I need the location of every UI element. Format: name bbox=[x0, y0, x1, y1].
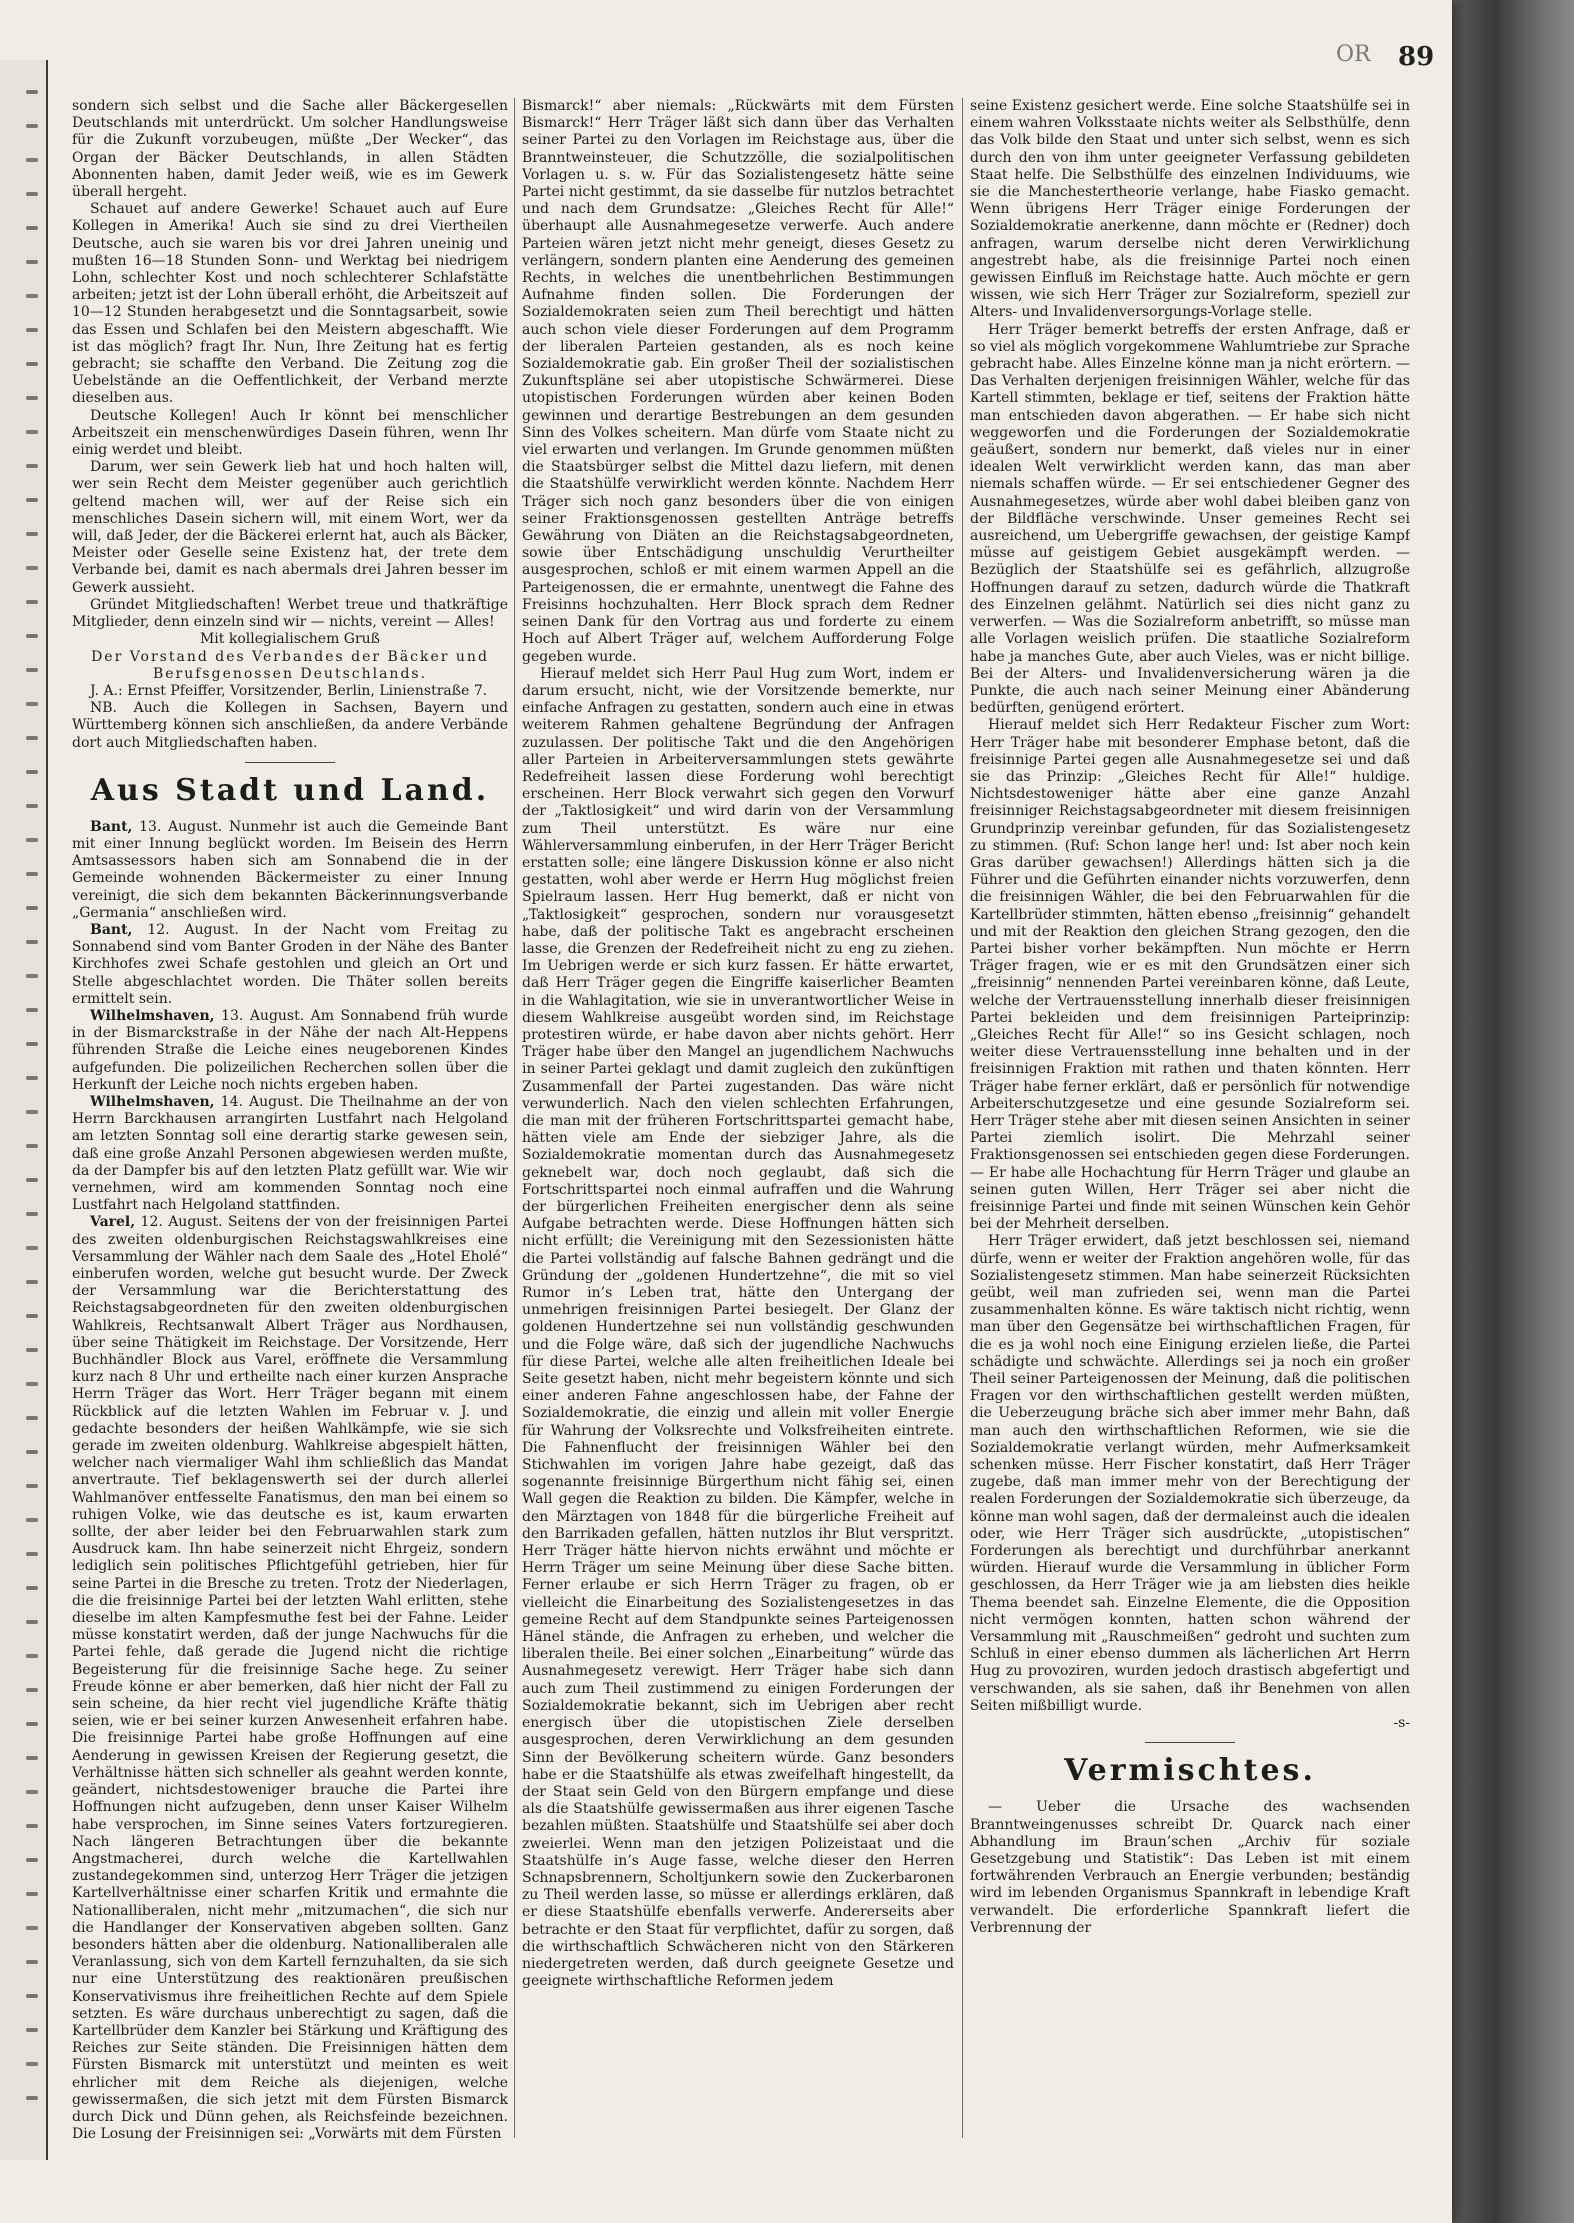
edge-mark bbox=[26, 1586, 38, 1590]
news-text: 13. August. Am Sonnabend früh wurde in der Bismarckstraße in der Nähe der nach Alt-Heppens führenden Straße die Leiche eines neugeborenen Kindes aufgefunden. Die polizeilichen Recherchen sollen über die Herkunft der Leiche noch nichts ergeben haben. bbox=[72, 1007, 508, 1093]
news-item bbox=[72, 922, 508, 1008]
paragraph: Deutsche Kollegen! Auch Ir könnt bei menschlicher Arbeitszeit ein menschenwürdiges Dasein führen, wenn Ihr einig werdet und bleibt. bbox=[72, 407, 508, 459]
edge-mark bbox=[26, 2028, 38, 2032]
paragraph: Hierauf meldet sich Herr Paul Hug zum Wort, indem er darum ersucht, nicht, wie der Vorsitzende bemerkte, nur einfache Anfragen zu gestatten, sondern auch eine in etwas weiterem Rahmen gehaltene Begründung der Anfragen zuzulassen. Der politische Takt und die den Angehörigen aller Parteien in Arbeiterversammlungen stets gewährte Redefreiheit lassen diese Forderung wohl berechtigt erscheinen. Herr Block verwahrt sich gegen den Vorwurf der „Taktlosigkeit“ und wird darin von der Versammlung zum Theil unterstützt. Es wäre nur eine Wählerversammlung einberufen, in der Herr Träger Bericht erstatten solle; eine längere Diskussion könne er also nicht gestatten, wohl aber werde er Herrn Hug möglichst freien Spielraum lassen. Herr Hug bemerkt, daß er nicht von „Taktlosigkeit“ gesprochen, sondern nur vorausgesetzt habe, daß der politische Takt es angebracht erscheinen lasse, die Grenzen der Redefreiheit nicht zu eng zu ziehen. Im Uebrigen werde er sich kurz fassen. Er hätte erwartet, daß Herr Träger gegen die Eingriffe kaiserlicher Beamten in die Wahlagitation, wie sie in unverantwortlicher Weise in diesem Wahlkreise ausgeübt worden sind, im Reichstage protestiren würde, er habe davon aber nichts gehört. Herr Träger habe über den Mangel an jugendlichem Nachwuchs in seiner Partei geklagt und damit zugleich den zukünftigen Zusammenfall der Partei zugestanden. Das wäre nicht verwunderlich. Nach den vielen schlechten Erfahrungen, die man mit der früheren Fortschrittspartei gemacht habe, hätten viele am Ende der siebziger Jahre, als die Sozialdemokratie momentan durch das Ausnahmegesetz geknebelt war, doch noch geglaubt, daß sich die Fortschrittspartei noch einmal aufraffen und die Wahrung der bürgerlichen Freiheiten energischer denn als seine Aufgabe betrachten werde. Diese Hoffnungen hätten sich nicht erfüllt; die Vereinigung mit den Sezessionisten hätte die Partei vollständig auf falsche Bahnen gedrängt und die Gründung der „goldenen Hundertzehne“, die mit so viel Rumor in’s Leben trat, hätte den Untergang der unmehrigen freisinnigen Partei besiegelt. Der Glanz der goldenen Hundertzehne sei nun vollständig geschwunden und die Folge wäre, daß sich der jugendliche Nachwuchs für diese Partei, welche alle alten freiheitlichen Ideale bei Seite gesetzt haben, nicht mehr begeistern könnte und sich einer anderen Fahne angeschlossen habe, der Fahne der Sozialdemokratie, die einzig und allein mit voller Energie für Wahrung der Volksrechte und Volksfreiheiten eintrete. Die Fahnenflucht der freisinnigen Wähler bei den Stichwahlen im vorigen Jahre habe gezeigt, daß das sogenannte freisinnige Bürgerthum nicht fähig sei, einen Wall gegen die Reaktion zu bilden. Die Kämpfer, welche in den Märztagen von 1848 für die bürgerliche Freiheit auf den Barrikaden gefallen, hätten nutzlos ihr Blut verspritzt. Herr Träger hätte hiervon nichts erwähnt und möchte er Herrn Träger um seine Meinung über diese Sache bitten. Ferner erlaube er sich Herrn Träger zu fragen, ob er vielleicht die Einarbeitung des Sozialistengesetzes in das gemeine Recht auf dem Standpunkte seines Parteigenossen Hänel stände, die Anfragen zu erheben, und welcher die liberalen theile. Bei einer solchen „Einarbeitung“ würde das Ausnahmegesetz verewigt. Herr Träger habe sich dann auch zum Theil zustimmend zu einigen Forderungen der Sozialdemokratie bekannt, sich im Uebrigen aber recht energisch über die utopistischen Ziele derselben ausgesprochen, deren Verwirklichung an dem gesunden Sinn der Bevölkerung scheitern würde. Ganz besonders habe er die Staatshülfe als etwas zweifelhaft hingestellt, da der Staat sein Geld von den Bürgern empfange und diese als die Staatshülfe gewissermaßen aus ihrer eigenen Tasche bezahlen müßten. Staatshülfe und Staatshülfe sei aber doch zweierlei. Wenn man den jetzigen Polizeistaat und die Staatshülfe in’s Auge fasse, welche dieser den Herren Schnapsbrennern, Scholtjunkern sowie den Zuckerbaronen zu Theil werden lasse, so müsse er allerdings erklären, daß er diese Staatshülfe ebenfalls verwerfe. Andererseits aber betrachte er den Staat für verpflichtet, dafür zu sorgen, daß die wirthschaftlich Schwächeren nicht von den Stärkeren niedergetreten werden, daß durch geeignete Gesetze und geeignete wirthschaftliche Reformen jedem bbox=[522, 665, 954, 1990]
news-place: Varel, bbox=[90, 1214, 136, 1231]
news-text: 12. August. In der Nacht vom Freitag zu Sonnabend sind vom Banter Groden in der Nähe des Banter Kirchhofes zwei Schafe gestohlen und gleich an Ort und Stelle abgeschlachtet worden. Die Thäter sollen bereits ermittelt sein. bbox=[72, 921, 508, 1007]
news-place: Wilhelmshaven, bbox=[90, 1093, 215, 1110]
edge-mark bbox=[26, 1756, 38, 1760]
divider bbox=[245, 762, 335, 763]
edge-mark bbox=[26, 464, 38, 468]
edge-mark bbox=[26, 1110, 38, 1114]
edge-mark bbox=[26, 90, 38, 94]
news-item bbox=[72, 1008, 508, 1094]
edge-mark bbox=[26, 1450, 38, 1454]
edge-mark bbox=[26, 634, 38, 638]
edge-mark bbox=[26, 1926, 38, 1930]
edge-mark bbox=[26, 430, 38, 434]
edge-mark bbox=[26, 328, 38, 332]
edge-mark bbox=[26, 1144, 38, 1148]
edge-mark bbox=[26, 1790, 38, 1794]
edge-mark bbox=[26, 1348, 38, 1352]
column-2 bbox=[522, 98, 954, 2148]
paragraph: — Ueber die Ursache des wachsenden Branntweingenusses schreibt Dr. Quarck nach einer Abhandlung im Braun’schen „Archiv für soziale Gesetzgebung und Statistik“: Das Leben ist mit einem fortwährenden Verbrauch an Energie verbunden; beständig wird im lebenden Organismus Spannkraft in lebendige Kraft verwandelt. Die erforderliche Spannkraft liefert die Verbrennung der bbox=[970, 1799, 1410, 1936]
edge-mark bbox=[26, 1178, 38, 1182]
divider bbox=[1145, 1742, 1235, 1743]
edge-mark bbox=[26, 566, 38, 570]
edge-mark bbox=[26, 498, 38, 502]
paragraph: Gründet Mitgliedschaften! Werbet treue und thatkräftige Mitglieder, denn einzeln sind wir — nichts, vereint — Alles! bbox=[72, 596, 508, 631]
edge-mark bbox=[26, 804, 38, 808]
edge-mark bbox=[26, 2062, 38, 2066]
left-page-edge bbox=[0, 60, 48, 2160]
edge-mark bbox=[26, 1246, 38, 1250]
news-place: Wilhelmshaven, bbox=[90, 1007, 215, 1024]
edge-mark bbox=[26, 940, 38, 944]
edge-mark bbox=[26, 906, 38, 910]
paragraph: Herr Träger bemerkt betreffs der ersten Anfrage, daß er so viel als möglich vorgekommene Wahlumtriebe zur Sprache gebracht habe. Alles Einzelne könne man ja nicht erörtern. — Das Verhalten derjenigen freisinnigen Wähler, welche für das Kartell stimmten, beklage er tief, seitens der Fraktion hätte man entschieden davon abgerathen. — Er habe sich nicht weggeworfen und die Forderungen der Sozialdemokratie geäußert, sondern nur bemerkt, daß vieles nur in einer idealen Welt verwirklicht werden kann, das man aber niemals schaffen würde. — Er sei entschiedener Gegner des Ausnahmegesetzes, würde aber wohl dabei bleiben ganz von der Bildfläche verschwinde. Unser gemeines Recht sei ausreichend, um Uebergriffe gewachsen, der geistige Kampf müsse auf geistigem Gebiet ausgekämpft werden. — Bezüglich der Staatshülfe sei es gefährlich, allzugroße Hoffnungen darauf zu setzen, dadurch würde die Thatkraft des Einzelnen gelähmt. Natürlich sei dies nicht ganz zu verwerfen. — Was die Sozialreform anbetrifft, so müsse man alle Vorlagen weislich prüfen. Die staatliche Sozialreform habe ja manches Gute, aber auch Vieles, was er nicht billige. Bei der Alters- und Invalidenversicherung wären ja die Punkte, die auch nach seiner Meinung einer Abänderung bedürften, genügend erörtert. bbox=[970, 321, 1410, 717]
edge-mark bbox=[26, 158, 38, 162]
edge-mark bbox=[26, 2096, 38, 2100]
edge-mark bbox=[26, 600, 38, 604]
section-title-aus-stadt-und-land: Aus Stadt und Land. bbox=[90, 772, 490, 808]
edge-mark bbox=[26, 668, 38, 672]
edge-mark bbox=[26, 1688, 38, 1692]
edge-mark bbox=[26, 1076, 38, 1080]
edge-mark bbox=[26, 1280, 38, 1284]
column-divider bbox=[514, 98, 515, 2138]
edge-mark bbox=[26, 1824, 38, 1828]
note: NB. Auch die Kollegen in Sachsen, Bayern und Württemberg können sich anschließen, da andere Verbände dort auch Mitgliedschaften haben. bbox=[72, 700, 508, 751]
edge-mark bbox=[26, 1858, 38, 1862]
news-item bbox=[72, 1094, 508, 1214]
page-number: 89 bbox=[1398, 42, 1435, 72]
edge-mark bbox=[26, 1212, 38, 1216]
edge-mark bbox=[26, 872, 38, 876]
column-divider bbox=[962, 98, 963, 2138]
edge-mark bbox=[26, 294, 38, 298]
edge-mark bbox=[26, 736, 38, 740]
news-text: 13. August. Nunmehr ist auch die Gemeinde Bant mit einer Innung beglückt worden. Im Beisein des Herrn Amtsassessors haben sich am Sonnabend die in der Gemeinde wohnenden Bäckermeister zu einer Innung vereinigt, die sich dem bekannten Bäckerinnungsverbande „Germania“ anschließen wird. bbox=[72, 818, 508, 921]
paragraph: Darum, wer sein Gewerk lieb hat und hoch halten will, wer sein Recht dem Meister gegenüber auch gerichtlich geltend machen will, wer auf der Reise sich ein menschliches Dasein sichern will, mit einem Wort, wer da will, daß Jeder, der die Bäckerei erlernt hat, auch als Bäcker, Meister oder Geselle seine Existenz hat, der trete dem Verbande bei, damit es nach abermals drei Jahren besser im Gewerk aussieht. bbox=[72, 459, 508, 596]
paragraph: sondern sich selbst und die Sache aller Bäckergesellen Deutschlands mit unterdrückt. Um solcher Handlungsweise für die Zukunft vorzubeugen, müßte „Der Wecker“, das Organ der Bäcker Deutschlands, in allen Städten Abonnenten haben, damit Jeder weiß, wie es im Gewerk überall hergeht. bbox=[72, 98, 508, 201]
edge-mark bbox=[26, 1960, 38, 1964]
edge-mark bbox=[26, 1620, 38, 1624]
edge-mark bbox=[26, 838, 38, 842]
paragraph: Schauet auf andere Gewerke! Schauet auch auf Eure Kollegen in Amerika! Auch sie sind zu drei Viertheilen Deutsche, auch sie waren bis vor drei Jahren uneinig und mußten 16—18 Stunden Sonn- und Werktag bei niedrigem Lohn, schlechter Kost und noch schlechterer Schlafstätte arbeiten; jetzt ist der Lohn überall erhöht, die Arbeitszeit auf 10—12 Stunden herabgesetzt und die Sonntagsarbeit, sowie das Essen und Schlafen bei den Meistern abgeschafft. Wie ist das möglich? fragt Ihr. Nun, Ihre Zeitung hat es fertig gebracht; sie schaffte den Verband. Die Zeitung zog die Uebelstände an die Oeffentlichkeit, der Verband merzte dieselben aus. bbox=[72, 201, 508, 407]
edge-mark bbox=[26, 124, 38, 128]
board-signature: Der Vorstand des Verbandes der Bäcker und Berufsgenossen Deutschlands. bbox=[91, 648, 489, 682]
edge-mark bbox=[26, 260, 38, 264]
paragraph: Bismarck!“ aber niemals: „Rückwärts mit dem Fürsten Bismarck!“ Herr Träger läßt sich dann über das Verhalten seiner Partei zu den Vorlagen im Reichstage aus, über die Branntweinsteuer, die Schutzzölle, die sozialpolitischen Vorlagen u. s. w. Für das Sozialistengesetz hätte seine Partei nicht gestimmt, da sie dasselbe für nutzlos betrachtet und nach dem Grundsatze: „Gleiches Recht für Alle!“ überhaupt alle Ausnahmegesetze verwerfe. Auch andere Parteien wären jetzt nicht mehr geneigt, dieses Gesetz zu verlängern, sondern planten eine Aenderung des gemeinen Rechts, in welches die unentbehrlichen Bestimmungen Aufnahme finden sollen. Die Forderungen der Sozialdemokraten seien zum Theil berechtigt und hätten auch schon viele dieser Forderungen auf dem Programm der liberalen Parteien gestanden, als es noch keine Sozialdemokratie gab. Ein großer Theil der sozialistischen Zukunftspläne sei aber utopistische Schwärmerei. Diese utopistischen Forderungen würden aber keinen Boden gewinnen und derartige Bestrebungen an dem gesunden Sinn des Volkes scheitern. Man dürfe vom Staate nicht zu viel erwarten und verlangen. Im Grunde genommen müßten die Staatsbürger selbst die Mittel dazu liefern, mit denen die Staatshülfe verwirklicht werden könnte. Nachdem Herr Träger sich noch ganz besonders über die von einigen seiner Fraktionsgenossen gestellten Anträge betreffs Gewährung von Diäten an die Reichstagsabgeordneten, sowie über Entschädigung unschuldig Verurtheilter ausgesprochen, schloß er mit einem warmen Appell an die Parteigenossen, die er ermahnte, unentwegt die Fahne des Freisinns hochzuhalten. Herr Block sprach dem Redner seinen Dank für den Vortrag aus und forderte zu einem Hoch auf Albert Träger auf, welchem Aufforderung Folge gegeben wurde. bbox=[522, 98, 954, 665]
edge-mark bbox=[26, 532, 38, 536]
edge-mark bbox=[26, 1654, 38, 1658]
edge-mark bbox=[26, 192, 38, 196]
news-text: 12. August. Seitens der von der freisinnigen Partei des zweiten oldenburgischen Reichstagswahlkreises eine Versammlung der Wähler nach dem Saale des „Hotel Eholé“ einberufen worden, welche gut besucht wurde. Der Zweck der Versammlung war die Berichterstattung des Reichstagsabgeordneten für den zweiten oldenburgischen Wahlkreis, Rechtsanwalt Albert Träger aus Nordhausen, über seine Thätigkeit im Reichstage. Der Vorsitzende, Herr Buchhändler Block aus Varel, eröffnete die Versammlung kurz nach 8 Uhr und ertheilte nach einer kurzen Ansprache Herrn Träger das Wort. Herr Träger begann mit einem Rückblick auf die letzten Wahlen im Februar v. J. und gedachte besonders der heißen Wahlkämpfe, wie sie sich gerade im zweiten oldenburg. Wahlkreise abgespielt hätten, welcher nach viermaliger Wahl ihm schließlich das Mandat anvertraute. Tief beklagenswerth sei der durch allerlei Wahlmanöver entfesselte Fanatismus, den man bei einem so ruhigen Volke, wie das deutsche es ist, kaum erwarten sollte, der aber leider bei den Februarwahlen stark zum Ausdruck kam. Ihn habe seinerzeit nicht Ehrgeiz, sondern lediglich sein politisches Pflichtgefühl getrieben, hier für seine Partei in die Bresche zu treten. Trotz der Niederlagen, die die freisinnige Partei bei der letzten Wahl erlitten, stehe dieselbe im alten Kampfesmuthe fest bei der Fahne. Leider müsse konstatirt werden, daß der junge Nachwuchs für die Partei fehle, daß gerade die Jugend nicht die richtige Begeisterung für die freisinnige Sache hege. Zu seiner Freude könne er aber bemerken, daß hier nicht der Fall zu sein scheine, da hier recht viel jugendliche Kräfte thätig seien, wie er bei seiner kurzen Anwesenheit erfahren habe. Die freisinnige Partei habe große Hoffnungen auf eine Aenderung in gewissen Kreisen der Regierung gesetzt, die Verhältnisse hätten sich schneller als geahnt werden konnte, geändert, nichtsdestoweniger brauche die Partei ihre Hoffnungen nicht aufzugeben, denn unser Kaiser Wilhelm habe versprochen, im Sinne seines Vaters fortzuregieren. Nach längeren Betrachtungen über die bekannte Angstmacherei, durch welche die Kartellwahlen zustandegekommen sind, unterzog Herr Träger die jetzigen Kartellverhältnisse einer scharfen Kritik und ermahnte die Nationalliberalen, nicht mehr „mitzumachen“, die sich nur die Handlanger der Konservativen abgeben sollten. Ganz besonders hätten aber die oldenburg. Nationalliberalen alle Veranlassung, sich von dem Kartell fernzuhalten, da sie sich nur eine Unterstützung des reaktionären preußischen Konservativismus ihre freiheitlichen Rechte auf dem Spiele setzten. Es wäre durchaus unberechtigt zu sagen, daß die Kartellbrüder dem Kanzler bei Stärkung und Kräftigung des Reiches zur Seite ständen. Die Freisinnigen hätten dem Fürsten Bismarck mit unterstützt und meinten es weit ehrlicher mit dem Reiche als diejenigen, welche gewissermaßen, die sich jetzt mit dem Fürsten Bismarck durch Dick und Dünn gehen, als Reichsfeinde bezeichnen. Die Losung der Freisinnigen sei: „Vorwärts mit dem Fürsten bbox=[72, 1214, 508, 2143]
edge-mark bbox=[26, 1008, 38, 1012]
edge-mark bbox=[26, 226, 38, 230]
edge-mark bbox=[26, 1994, 38, 1998]
edge-mark bbox=[26, 1382, 38, 1386]
book-spine bbox=[1452, 0, 1574, 2223]
edge-mark bbox=[26, 1314, 38, 1318]
edge-mark bbox=[26, 1042, 38, 1046]
paragraph: Herr Träger erwidert, daß jetzt beschlossen sei, niemand dürfe, wenn er weiter der Fraktion angehören wolle, für das Sozialistengesetz stimmen. Man habe seinerzeit Rücksichten geübt, weil man zufrieden sei, wenn man die Partei zusammenhalten könne. Es wäre taktisch nicht richtig, wenn man über den Gegensätze bei wirthschaftlichen Fragen, für die es ja wohl noch eine Einigung erzielen ließe, die Partei schädigte und schwächte. Allerdings sei ja noch ein großer Theil seiner Parteigenossen der Meinung, daß die politischen Fragen vor den wirthschaftlichen gestellt werden müßten, die Ueberzeugung bräche sich aber immer mehr Bahn, daß man auch den wirthschaftlichen Reformen, wie sie die Sozialdemokratie verlangt würden, mehr Aufmerksamkeit schenken müsse. Herr Fischer konstatirt, daß Herr Träger zugebe, daß man immer mehr von der Berechtigung der realen Forderungen der Sozialdemokratie sich überzeuge, da könne man wohl sagen, daß der dermaleinst auch die idealen oder, wie Herr Träger sich ausdrückte, „utopistischen“ Forderungen als berechtigt und durchführbar anerkannt würden. Hierauf wurde die Versammlung in üblicher Form geschlossen, da Herr Träger wie ja am liebsten dies heikle Thema beendet sah. Einzelne Elemente, die die Opposition nicht vermögen konnten, hatten schon während der Versammlung mit „Rauschmeißen“ gedroht und suchten zum Schluß in einer ebenso dummen als lächerlichen Art Herrn Hug zu provoziren, wurden jedoch drastisch abgefertigt und verschwanden, als sie sahen, daß ihr Benehmen von allen Seiten mißbilligt wurde. bbox=[970, 1233, 1410, 1714]
edge-mark bbox=[26, 1484, 38, 1488]
news-item bbox=[72, 819, 508, 922]
news-place: Bant, bbox=[90, 818, 133, 835]
edge-mark bbox=[26, 702, 38, 706]
edge-mark bbox=[26, 362, 38, 366]
news-item bbox=[72, 1214, 508, 2143]
edge-mark bbox=[26, 974, 38, 978]
news-text: 14. August. Die Theilnahme an der von Herrn Barckhausen arrangirten Lustfahrt nach Helgoland am letzten Sonntag soll eine derartig starke gewesen sein, daß eine große Anzahl Personen abgewiesen werden mußte, da der Dampfer bis auf den letzten Platz gefüllt war. Wie wir vernehmen, wird am kommenden Sonntag noch eine Lustfahrt nach Helgoland stattfinden. bbox=[72, 1093, 508, 1214]
edge-mark bbox=[26, 1518, 38, 1522]
edge-mark bbox=[26, 1552, 38, 1556]
edge-mark bbox=[26, 396, 38, 400]
edge-mark bbox=[26, 770, 38, 774]
edge-mark bbox=[26, 1722, 38, 1726]
edge-mark bbox=[26, 1416, 38, 1420]
author-mark: -s- bbox=[1393, 1715, 1410, 1732]
paragraph: Hierauf meldet sich Herr Redakteur Fischer zum Wort: Herr Träger habe mit besonderer Emphase betont, daß die freisinnige Partei gegen alle Ausnahmegesetze sei und daß sie das Prinzip: „Gleiches Recht für Alle!“ huldige. Nichtsdestoweniger hätte aber eine ganze Anzahl freisinniger Reichstagsabgeordneter mit diesem freisinnigen Grundprinzip vereinbar gefunden, für das Sozialistengesetz zu stimmen. (Ruf: Schon lange her! und: Ist aber noch kein Gras darüber gewachsen!) Allerdings hätten sich ja die Führer und die Geführten einander nichts vorzuwerfen, denn die freisinnigen Wähler, die bei den Februarwahlen für die Kartellbrüder stimmten, hätten ebenso „freisinnig“ gehandelt und mit der Reaktion den gleichen Strang gezogen, den die Partei bisher vorher bekämpften. Nun möchte er Herrn Träger fragen, wie er es mit den Grundsätzen einer sich „freisinnig“ nennenden Partei vereinbaren könne, daß Leute, welche der Vertrauensstellung innerhalb dieser freisinnigen Partei bekleiden und dem freisinnigen Parteiprinzip: „Gleiches Recht für Alle!“ so ins Gesicht schlagen, noch weiter diese Vertrauensstellung inne behalten und in der freisinnigen Fraktion mit rathen und thaten könnten. Herr Träger habe ferner erklärt, daß er persönlich für notwendige Arbeiterschutzgesetze und eine gesunde Sozialreform sei. Herr Träger stehe aber mit diesen seinen Ansichten in seiner Partei ziemlich isolirt. Die Mehrzahl seiner Fraktionsgenossen sei entschieden gegen diese Forderungen. — Er habe alle Hochachtung für Herrn Träger und glaube an seinen guten Willen, Herr Träger sei aber nicht die freisinnige Partei und finde mit seinen Wünschen kein Gehör bei der Mehrheit derselben. bbox=[970, 717, 1410, 1233]
column-1 bbox=[72, 98, 508, 2148]
section-title-vermischtes: Vermischtes. bbox=[1064, 1753, 1316, 1789]
edge-mark bbox=[26, 1892, 38, 1896]
news-place: Bant, bbox=[90, 921, 133, 938]
corner-mark: OR bbox=[1336, 42, 1371, 67]
paragraph: seine Existenz gesichert werde. Eine solche Staatshülfe sei in einem wahren Volksstaate nichts weiter als Selbsthülfe, denn das Volk bilde den Staat und unter sich selbst, wenn es sich durch den von ihm unter geeigneter Verfassung gebildeten Staat helfe. Die Selbsthülfe des einzelnen Individuums, wie sie die Manchesterthеorie verlange, habe Fiasko gemacht. Wenn übrigens Herr Träger einige Forderungen der Sozialdemokratie anerkenne, dann möchte er (Redner) doch anfragen, warum derselbe nicht deren Verwirklichung angestrebt habe, als die freisinnige Partei noch einen gewissen Einfluß im Reichstage hatte. Auch möchte er gern wissen, wie sich Herr Träger zur Sozialreform, speziell zur Alters- und Invalidenversorgungs-Vorlage stelle. bbox=[970, 98, 1410, 321]
signature: J. A.: Ernst Pfeiffer, Vorsitzender, Berlin, Linienstraße 7. bbox=[90, 682, 488, 699]
column-3 bbox=[970, 98, 1410, 2148]
greeting: Mit kollegialischem Gruß bbox=[199, 631, 381, 648]
